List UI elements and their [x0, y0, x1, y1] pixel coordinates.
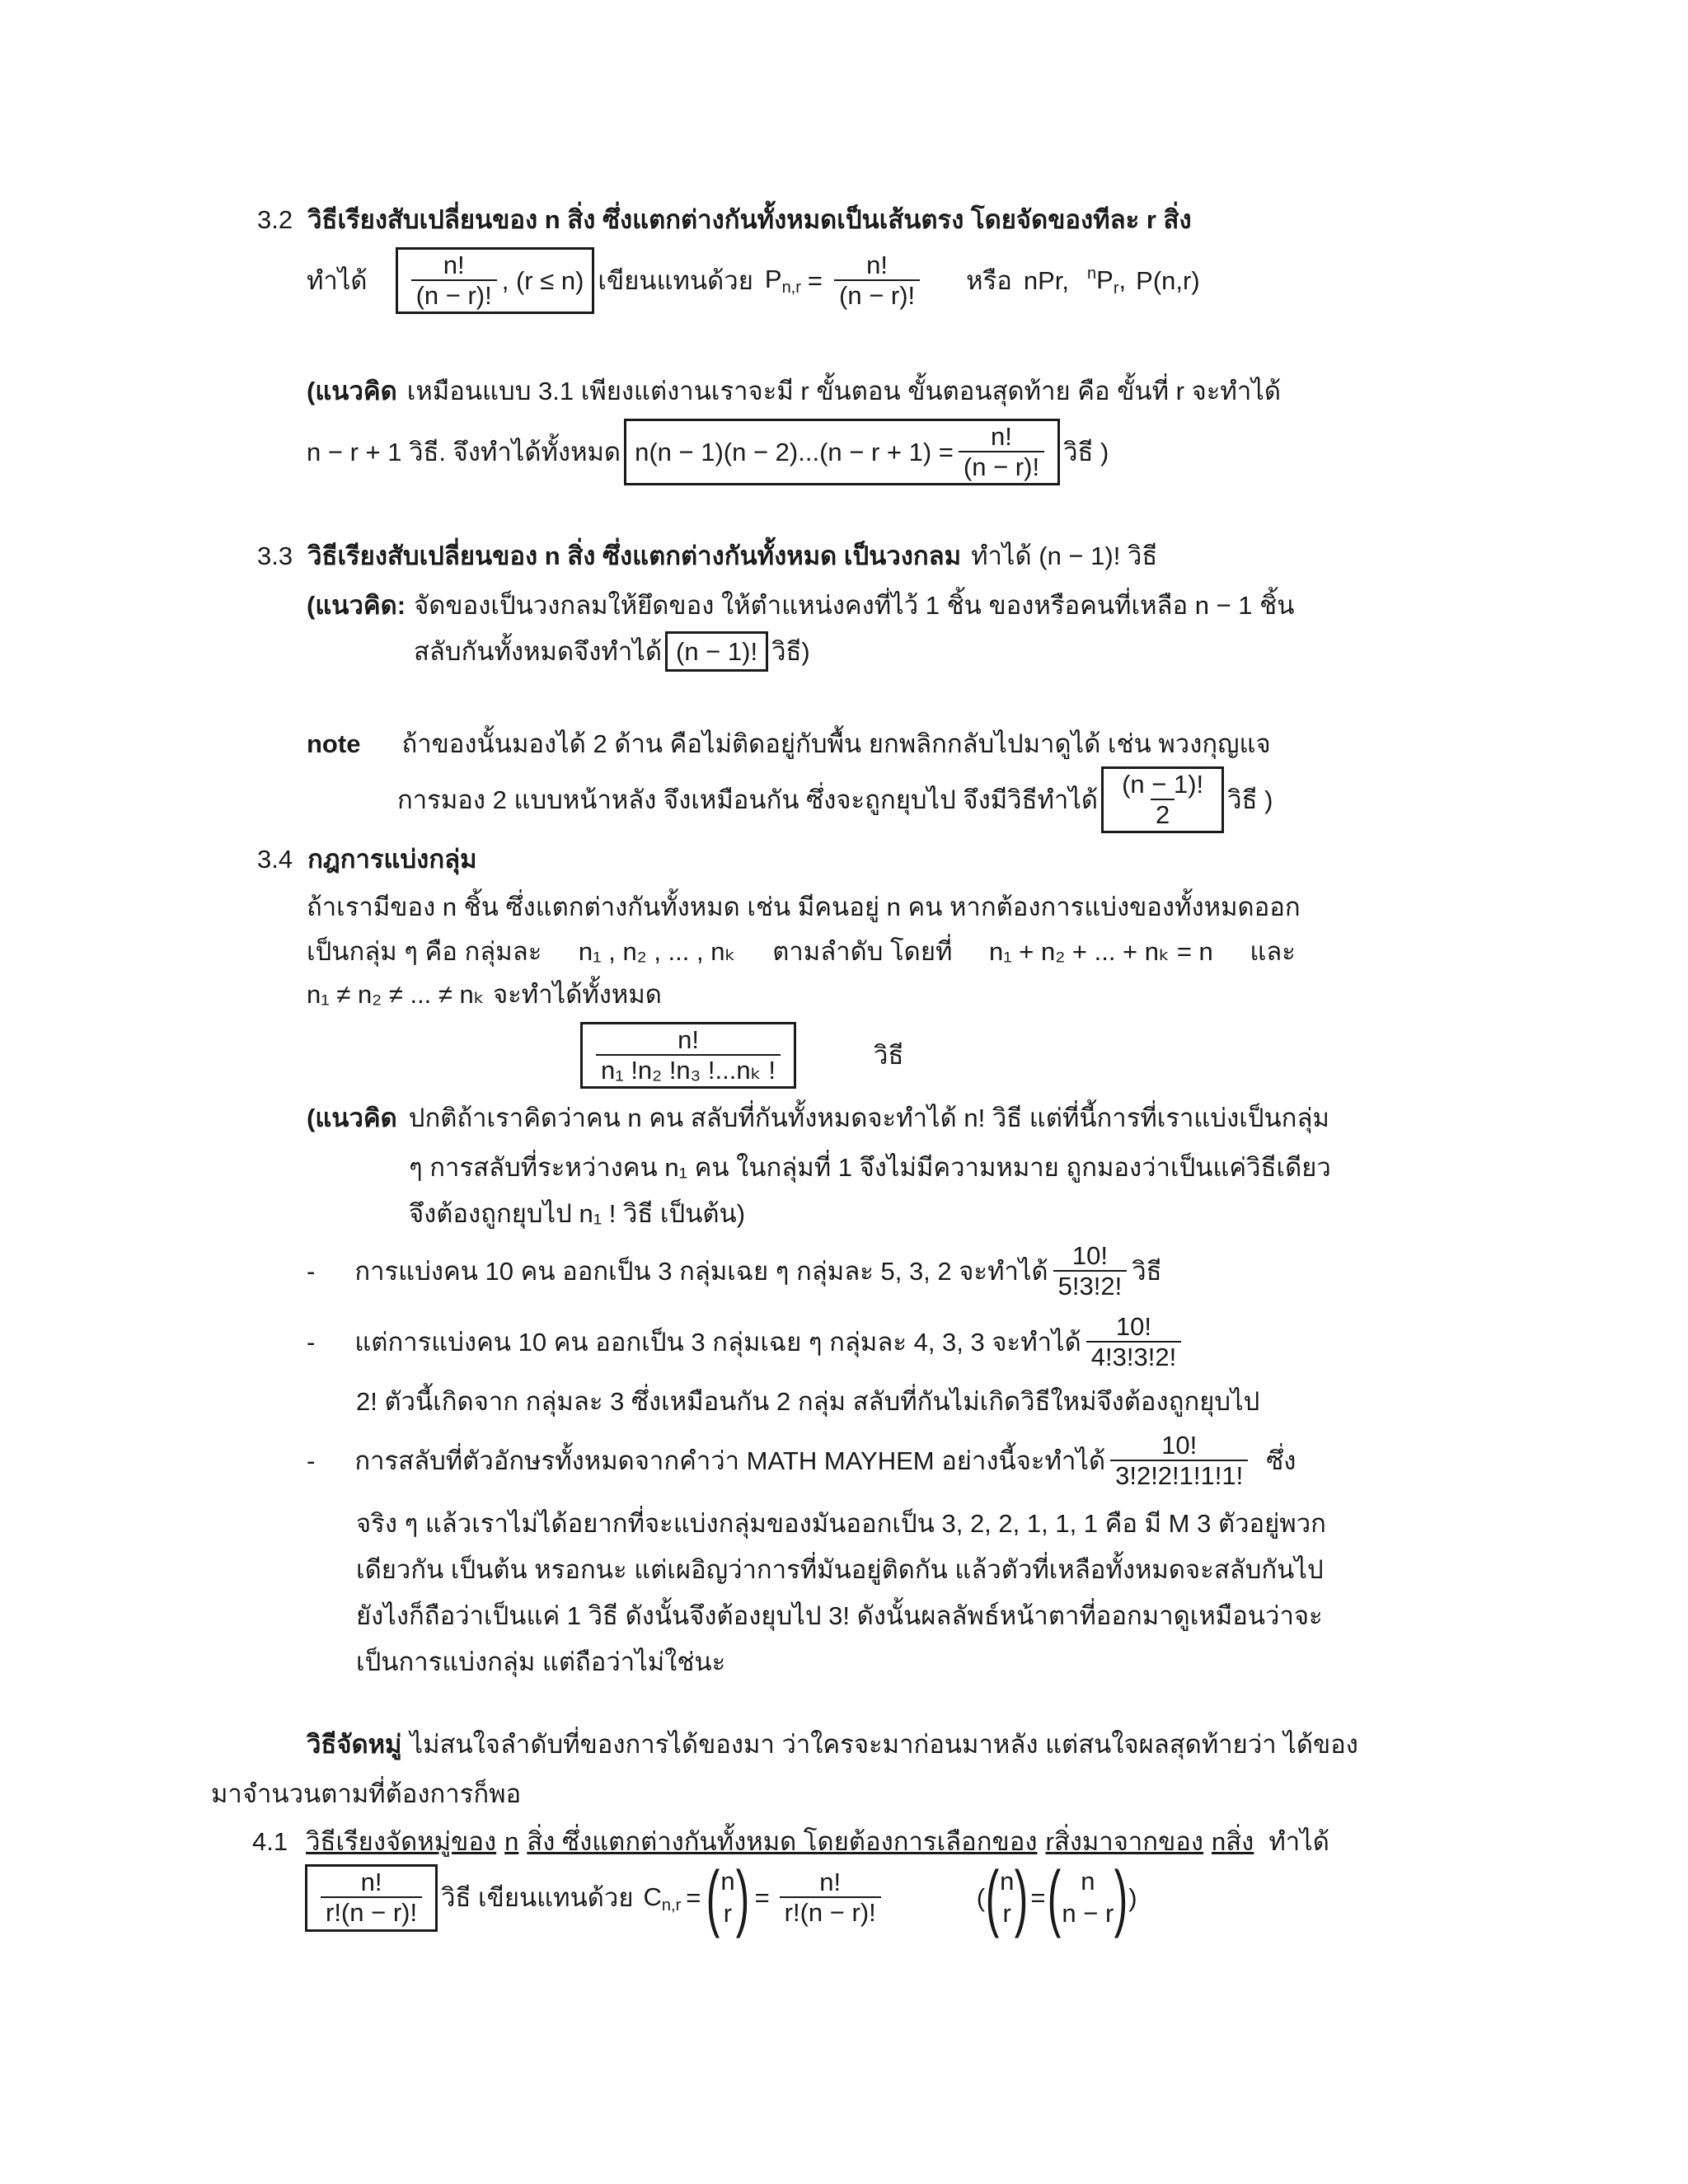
example-line — [356, 1647, 725, 1677]
sum-equation: n₁ + n₂ + ... + nₖ = n — [988, 937, 1213, 966]
fraction — [780, 1869, 881, 1926]
concept-line — [307, 590, 1294, 621]
binom-top: n — [720, 1867, 735, 1896]
inequality: n₁ ≠ n₂ ≠ ... ≠ nₖ — [307, 980, 485, 1009]
section-3-3-heading — [257, 541, 1157, 571]
section-title: วิธีเรียงสับเปลี่ยนของ n สิ่ง ซึ่งแตกต่างกันทั้งหมด เป็นวงกลม — [307, 541, 962, 570]
text: จริง ๆ แล้วเราไม่ได้อยากที่จะแบ่งกลุ่มของมันออกเป็น 3, 2, 2, 1, 1, 1 คือ มี M 3 ตัวอยู่พวก — [356, 1509, 1326, 1538]
text: r — [1045, 1827, 1054, 1856]
fraction — [834, 252, 920, 309]
binom-top: n — [1000, 1867, 1015, 1896]
text: เหมือนแบบ 3.1 เพียงแต่งานเราจะมี r ขั้นตอน ขั้นตอนสุดท้าย คือ ขั้นที่ r จะทำได้ — [406, 377, 1281, 405]
bullet: - — [307, 1327, 316, 1357]
text: ซึ่ง — [1266, 1446, 1296, 1475]
denominator: (n − r)! — [959, 451, 1044, 481]
paren-right: ) — [1015, 1857, 1029, 1939]
paren-left: ( — [706, 1857, 720, 1939]
text: ถ้าของนั้นมองได้ 2 ด้าน คือไม่ติดอยู่กับพื้น ยกพลิกกลับไปมาดูได้ เช่น พวงกุญแจ — [401, 729, 1271, 758]
binomial — [985, 1857, 1029, 1939]
denominator: 2 — [1151, 799, 1175, 829]
example-item — [307, 1314, 1186, 1371]
text: และ — [1250, 937, 1296, 966]
text: หรือ — [966, 265, 1012, 295]
numerator: n! — [360, 1868, 382, 1897]
section-number: 3.3 — [257, 541, 293, 570]
text: n − r + 1 วิธี. จึงทำได้ทั้งหมด — [307, 437, 621, 466]
text: เดียวกัน เป็นต้น หรอกนะ แต่เผอิญว่าการที่มันอยู่ติดกัน แล้วตัวที่เหลือทั้งหมดจะสลับกันไป — [356, 1555, 1324, 1584]
equals: = — [807, 265, 823, 295]
text: จะทำได้ทั้งหมด — [492, 980, 662, 1009]
note-line — [307, 729, 1271, 759]
concept-line — [409, 1152, 1331, 1183]
combination-formula-line — [302, 1857, 1137, 1939]
fraction — [1117, 771, 1208, 828]
text: วิธี — [874, 1040, 904, 1070]
paren: ) — [1128, 1883, 1137, 1913]
fraction — [959, 424, 1044, 480]
example-line — [356, 1508, 1326, 1539]
permutation-formula-box — [396, 247, 595, 314]
example-line — [356, 1601, 1323, 1631]
numerator: n! — [991, 422, 1012, 451]
paren-right: ) — [1114, 1857, 1128, 1939]
denominator: 3!2!2!1!1!1! — [1110, 1460, 1248, 1490]
fraction — [1110, 1432, 1248, 1489]
numerator: (n − 1)! — [1122, 770, 1204, 799]
text: ปกติถ้าเราคิดว่าคน n คน สลับที่กันทั้งหมดจะทำได้ n! วิธี แต่ที่นี้การที่เราแบ่งเป็นกลุ่ม — [408, 1104, 1329, 1132]
text: การแบ่งคน 10 คน ออกเป็น 3 กลุ่มเฉย ๆ กลุ่มละ 5, 3, 2 จะทำได้ — [354, 1256, 1048, 1286]
text: วิธี เขียนแทนด้วย — [441, 1883, 634, 1913]
binomial — [1047, 1857, 1128, 1939]
text: เขียนแทนด้วย — [598, 265, 753, 295]
text: n — [1212, 1827, 1226, 1856]
paren: ( — [976, 1883, 986, 1913]
text: ทำได้ — [307, 265, 368, 295]
grouping-formula-line — [577, 1022, 903, 1089]
section-3-2-heading — [257, 204, 1192, 235]
bullet: - — [307, 1256, 316, 1286]
notation: $^nP_r$, — [1087, 264, 1127, 298]
example-line — [356, 1554, 1324, 1585]
perm-symbol: $P_{n,r}$ — [764, 265, 801, 298]
text: แต่การแบ่งคน 10 คน ออกเป็น 3 กลุ่มเฉย ๆ กลุ่มละ 4, 3, 3 จะทำได้ — [354, 1327, 1081, 1357]
paragraph-line — [307, 936, 1296, 967]
text: สลับกันทั้งหมดจึงทำได้ — [414, 637, 662, 666]
concept-label: (แนวคิด: — [307, 591, 406, 620]
fraction — [411, 252, 497, 309]
text: วิธี ) — [1227, 785, 1273, 814]
permutation-formula-line — [307, 247, 1200, 314]
fraction — [1053, 1243, 1128, 1300]
text: ตามลำดับ โดยที่ — [772, 937, 953, 966]
equals: = — [754, 1883, 770, 1913]
section-title: กฎการแบ่งกลุ่ม — [307, 845, 477, 874]
text: ยังไงก็ถือว่าเป็นแค่ 1 วิธี ดังนั้นจึงต้องยุบไป 3! ดังนั้นผลลัพธ์หน้าตาที่ออกมาดูเหมือนว่าจะ — [356, 1601, 1323, 1630]
numerator: 10! — [1071, 1241, 1108, 1270]
text: การมอง 2 แบบหน้าหลัง จึงเหมือนกัน ซึ่งจะถูกยุบไป จึงมีวิธีทำได้ — [397, 785, 1099, 814]
concept-label: (แนวคิด — [307, 377, 397, 405]
section-4-1-heading — [252, 1826, 1329, 1857]
text: จึงต้องถูกยุบไป n₁ ! วิธี เป็นต้น) — [409, 1199, 746, 1228]
paragraph-line — [307, 979, 662, 1010]
note-formula-box — [1101, 766, 1224, 833]
example-item — [307, 1243, 1162, 1300]
comb-symbol: $C_{n,r}$ — [643, 1882, 682, 1915]
notation: nPr, — [1023, 265, 1070, 295]
note-label: note — [307, 729, 361, 758]
concept-line — [414, 631, 810, 672]
text: สิ่ง ซึ่งแตกต่างกันทั้งหมด โดยต้องการเลือกของ — [527, 1827, 1038, 1856]
concept-line — [307, 419, 1109, 485]
text: วิธี) — [771, 637, 810, 666]
concept-line — [409, 1198, 745, 1229]
section-number: 3.4 — [257, 845, 293, 874]
denominator: r!(n − r)! — [780, 1896, 881, 1927]
text: สิ่งมาจากของ — [1053, 1827, 1204, 1856]
combination-intro — [211, 1779, 521, 1809]
numerator: 10! — [1115, 1312, 1152, 1341]
fraction — [321, 1869, 422, 1926]
product-formula-box — [624, 419, 1060, 485]
example-item — [307, 1432, 1296, 1489]
binom-bottom: n − r — [1062, 1899, 1114, 1928]
numerator: 10! — [1161, 1431, 1198, 1460]
text: 2! ตัวนี้เกิดจาก กลุ่มละ 3 ซึ่งเหมือนกัน 2 กลุ่ม สลับที่กันไม่เกิดวิธีใหม่จึงต้องถูกยุบไป — [356, 1387, 1260, 1416]
text: จัดของเป็นวงกลมให้ยึดของ ให้ตำแหน่งคงที่ไว้ 1 ชิ้น ของหรือคนที่เหลือ n − 1 ชิ้น — [414, 591, 1295, 620]
binom-bottom: r — [1002, 1899, 1011, 1928]
paren-left: ( — [1048, 1857, 1062, 1939]
group-sizes: n₁ , n₂ , ... , nₖ — [578, 937, 736, 966]
section-number: 3.2 — [257, 205, 293, 234]
equals: = — [1030, 1883, 1046, 1913]
concept-label: (แนวคิด — [307, 1104, 397, 1132]
numerator: n! — [678, 1025, 699, 1054]
text: วิธี ) — [1063, 437, 1109, 466]
paren-right: ) — [735, 1857, 749, 1939]
condition: , (r ≤ n) — [501, 265, 584, 295]
combination-formula-box — [305, 1864, 438, 1931]
concept-line — [307, 1103, 1329, 1133]
denominator: r!(n − r)! — [321, 1896, 422, 1927]
concept-line — [307, 376, 1281, 406]
example-line — [356, 1386, 1259, 1417]
product: n(n − 1)(n − 2)...(n − r + 1) = — [635, 437, 954, 466]
bullet: - — [307, 1446, 316, 1475]
notation: P(n,r) — [1136, 265, 1200, 295]
denominator: (n − r)! — [411, 279, 497, 310]
text: มาจำนวนตามที่ต้องการก็พอ — [211, 1779, 522, 1808]
binomial — [706, 1857, 749, 1939]
text: วิธีเรียงจัดหมู่ของ — [306, 1827, 497, 1856]
text: n — [504, 1827, 519, 1856]
circular-formula-box: (n − 1)! — [665, 631, 768, 672]
denominator: 4!3!3!2! — [1086, 1341, 1181, 1371]
numerator: n! — [819, 1868, 842, 1897]
combination-intro — [307, 1729, 1358, 1760]
fraction — [596, 1027, 781, 1084]
denominator: n₁ !n₂ !n₃ !...nₖ ! — [596, 1054, 781, 1085]
text: วิธี — [1132, 1256, 1162, 1286]
binom-bottom: r — [723, 1899, 733, 1928]
text: ทำได้ (n − 1)! วิธี — [971, 541, 1158, 570]
text: สิ่ง — [1226, 1827, 1254, 1856]
numerator: n! — [443, 251, 465, 279]
text: เป็นการแบ่งกลุ่ม แต่ถือว่าไม่ใช่นะ — [356, 1647, 726, 1676]
numerator: n! — [866, 251, 889, 279]
fraction — [1086, 1314, 1181, 1371]
equals: = — [686, 1883, 701, 1913]
section-3-4-heading — [257, 844, 477, 874]
grouping-formula-box — [580, 1022, 796, 1089]
section-number: 4.1 — [252, 1827, 288, 1856]
paren-left: ( — [985, 1857, 1000, 1939]
denominator: (n − r)! — [834, 279, 920, 310]
note-line — [397, 766, 1273, 833]
denominator: 5!3!2! — [1053, 1270, 1128, 1301]
combination-label: วิธีจัดหมู่ — [307, 1730, 402, 1759]
section-title: วิธีเรียงสับเปลี่ยนของ n สิ่ง ซึ่งแตกต่างกันทั้งหมดเป็นเส้นตรง โดยจัดของทีละ r สิ่ง — [307, 205, 1192, 234]
binom-top: n — [1081, 1867, 1095, 1896]
text: ๆ การสลับที่ระหว่างคน n₁ คน ในกลุ่มที่ 1 จึงไม่มีความหมาย ถูกมองว่าเป็นแค่วิธีเดียว — [409, 1153, 1331, 1182]
text: ทำได้ — [1268, 1827, 1329, 1856]
paragraph-line — [307, 892, 1301, 922]
text: ถ้าเรามีของ n ชิ้น ซึ่งแตกต่างกันทั้งหมด เช่น มีคนอยู่ n คน หากต้องการแบ่งของทั้งหมดออก — [307, 893, 1301, 921]
text: เป็นกลุ่ม ๆ คือ กลุ่มละ — [307, 937, 542, 966]
text: ไม่สนใจลำดับที่ของการได้ของมา ว่าใครจะมาก่อนมาหลัง แต่สนใจผลสุดท้ายว่า ได้ของ — [410, 1730, 1358, 1759]
text: การสลับที่ตัวอักษรทั้งหมดจากคำว่า MATH MAYHEM อย่างนี้จะทำได้ — [354, 1446, 1106, 1475]
